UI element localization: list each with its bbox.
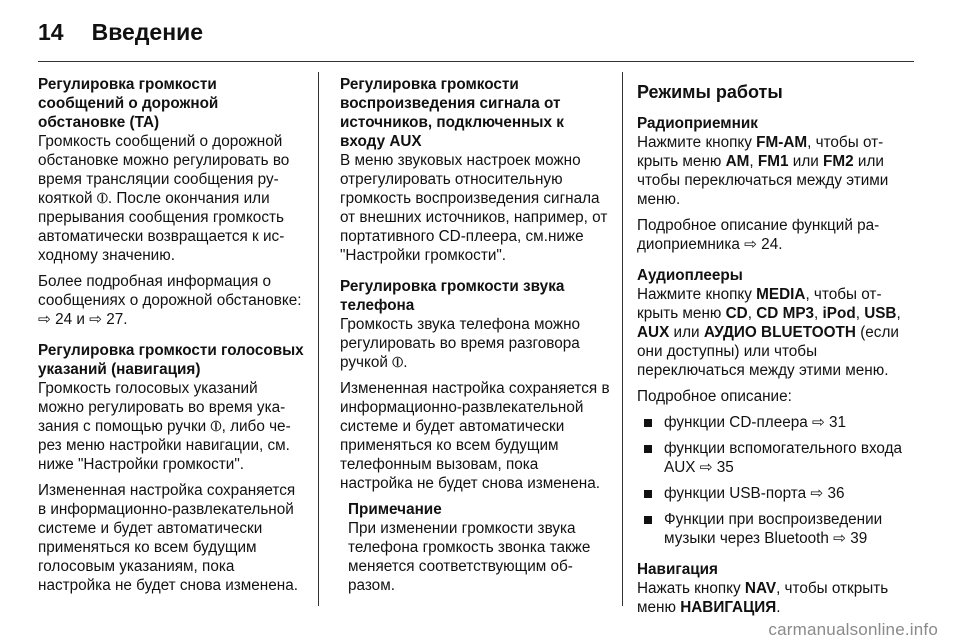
text: , чтобы открыть меню bbox=[637, 134, 884, 170]
paragraph bbox=[637, 133, 911, 209]
section-title: Регулировка громкости воспроизведения сигнала от источников, подключенных к входу AUX bbox=[340, 76, 564, 150]
page-number: 14 bbox=[38, 18, 64, 45]
section-title: Аудиоплееры bbox=[637, 267, 743, 284]
text: или чтобы переключаться между этими меню. bbox=[637, 153, 889, 208]
menu-label-usb: USB bbox=[864, 305, 897, 322]
page-title: Введение bbox=[91, 18, 204, 45]
text: Нажать кнопку bbox=[637, 580, 745, 597]
bullet-list bbox=[637, 413, 911, 548]
column-divider bbox=[622, 72, 623, 606]
header-divider bbox=[38, 61, 914, 62]
menu-label-navigation: НАВИГАЦИЯ bbox=[680, 599, 777, 616]
list-item: функции вспомогательного входа AUX ⇨ 35 bbox=[637, 439, 911, 477]
text: , bbox=[747, 305, 757, 322]
section-title: Регулировка громкости звука телефона bbox=[340, 278, 565, 314]
menu-label-aux: AUX bbox=[637, 324, 670, 341]
paragraph: Громкость сообщений о дорожной обстановке можно регулировать во время трансляции сообщения рукояткой ⦶. После окончания или прерывания сообщения громкость автоматически возвращается к исходному значению. bbox=[38, 133, 290, 264]
section-heading: Режимы работы bbox=[637, 82, 783, 102]
page-header bbox=[38, 14, 203, 50]
column-middle bbox=[340, 75, 610, 607]
text: , bbox=[749, 153, 758, 170]
watermark: carmanualsonline.info bbox=[768, 620, 938, 639]
text: или bbox=[788, 153, 824, 170]
button-label-fm-am: FM-AM bbox=[756, 134, 808, 151]
button-label-media: MEDIA bbox=[756, 286, 806, 303]
text: , bbox=[814, 305, 823, 322]
list-item: Функции при воспроизведении музыки через Bluetooth ⇨ 39 bbox=[637, 510, 911, 548]
paragraph: Подробное описание: bbox=[637, 388, 792, 405]
paragraph: Измененная настройка сохраняется в информационно-развлекательной системе и будет автоматически применяться ко всем будущим голосовым указаниям, пока настройка не будет снова изменена. bbox=[38, 482, 298, 594]
text: , bbox=[855, 305, 865, 322]
section-radio bbox=[637, 114, 911, 254]
menu-label-ipod: iPod bbox=[822, 305, 856, 322]
text: , чтобы открыть меню bbox=[637, 286, 882, 322]
paragraph: Громкость голосовых указаний можно регулировать во время указания с помощью ручки ⦶, либо через меню настройки навигации, см. ниже "Настройки громкости". bbox=[38, 380, 291, 473]
paragraph bbox=[637, 285, 911, 380]
section-nav-voice-volume bbox=[38, 341, 306, 595]
section-aux-volume bbox=[340, 75, 610, 265]
section-ta-volume bbox=[38, 75, 306, 329]
text: , bbox=[896, 305, 901, 322]
paragraph: Более подробная информация о сообщениях о дорожной обстановке: ⇨ 24 и ⇨ 27. bbox=[38, 273, 302, 328]
paragraph: В меню звуковых настроек можно отрегулировать относительную громкость воспроизведения сигнала от внешних источников, например, от портативного CD-плеера, см.ниже "Настройки громкости". bbox=[340, 152, 608, 264]
menu-label-cd-mp3: CD MP3 bbox=[756, 305, 815, 322]
list-item: функции USB-порта ⇨ 36 bbox=[637, 484, 911, 503]
paragraph: Подробное описание функций радиоприемника ⇨ 24. bbox=[637, 217, 880, 253]
text: или bbox=[669, 324, 704, 341]
note-title: Примечание bbox=[348, 501, 442, 518]
text: , чтобы открыть меню bbox=[637, 580, 889, 616]
section-title: Радиоприемник bbox=[637, 115, 758, 132]
column-left bbox=[38, 75, 306, 607]
column-right bbox=[637, 75, 911, 629]
column-divider bbox=[318, 72, 319, 606]
section-audio-players bbox=[637, 266, 911, 548]
section-navigation bbox=[637, 560, 911, 617]
text: Нажмите кнопку bbox=[637, 134, 757, 151]
menu-label-am: AM bbox=[725, 153, 750, 170]
paragraph: Измененная настройка сохраняется в информационно-развлекательной системе и будет автоматически применяться ко всем будущим телефонным вызовам, пока настройка не будет снова изменена. bbox=[340, 380, 610, 492]
menu-label-cd: CD bbox=[725, 305, 748, 322]
section-title: Регулировка громкости сообщений о дорожной обстановке (ТА) bbox=[38, 76, 219, 131]
menu-label-fm2: FM2 bbox=[823, 153, 854, 170]
menu-label-fm1: FM1 bbox=[757, 153, 789, 170]
menu-label-bluetooth: АУДИО BLUETOOTH bbox=[703, 324, 856, 341]
text: (если они доступны) или чтобы переключаться между этими меню. bbox=[637, 324, 899, 379]
section-title: Навигация bbox=[637, 561, 718, 578]
section-title: Регулировка громкости голосовых указаний (навигация) bbox=[38, 342, 304, 378]
paragraph: Громкость звука телефона можно регулировать во время разговора ручкой ⦶. bbox=[340, 316, 581, 371]
list-item: функции CD-плеера ⇨ 31 bbox=[637, 413, 911, 432]
text: Нажмите кнопку bbox=[637, 286, 757, 303]
button-label-nav: NAV bbox=[744, 580, 777, 597]
note-text: При изменении громкости звука телефона громкость звонка также меняется соответствующим образом. bbox=[348, 520, 591, 594]
paragraph bbox=[637, 579, 911, 617]
section-phone-volume bbox=[340, 277, 610, 595]
text: . bbox=[776, 599, 781, 616]
note-box bbox=[348, 500, 610, 595]
